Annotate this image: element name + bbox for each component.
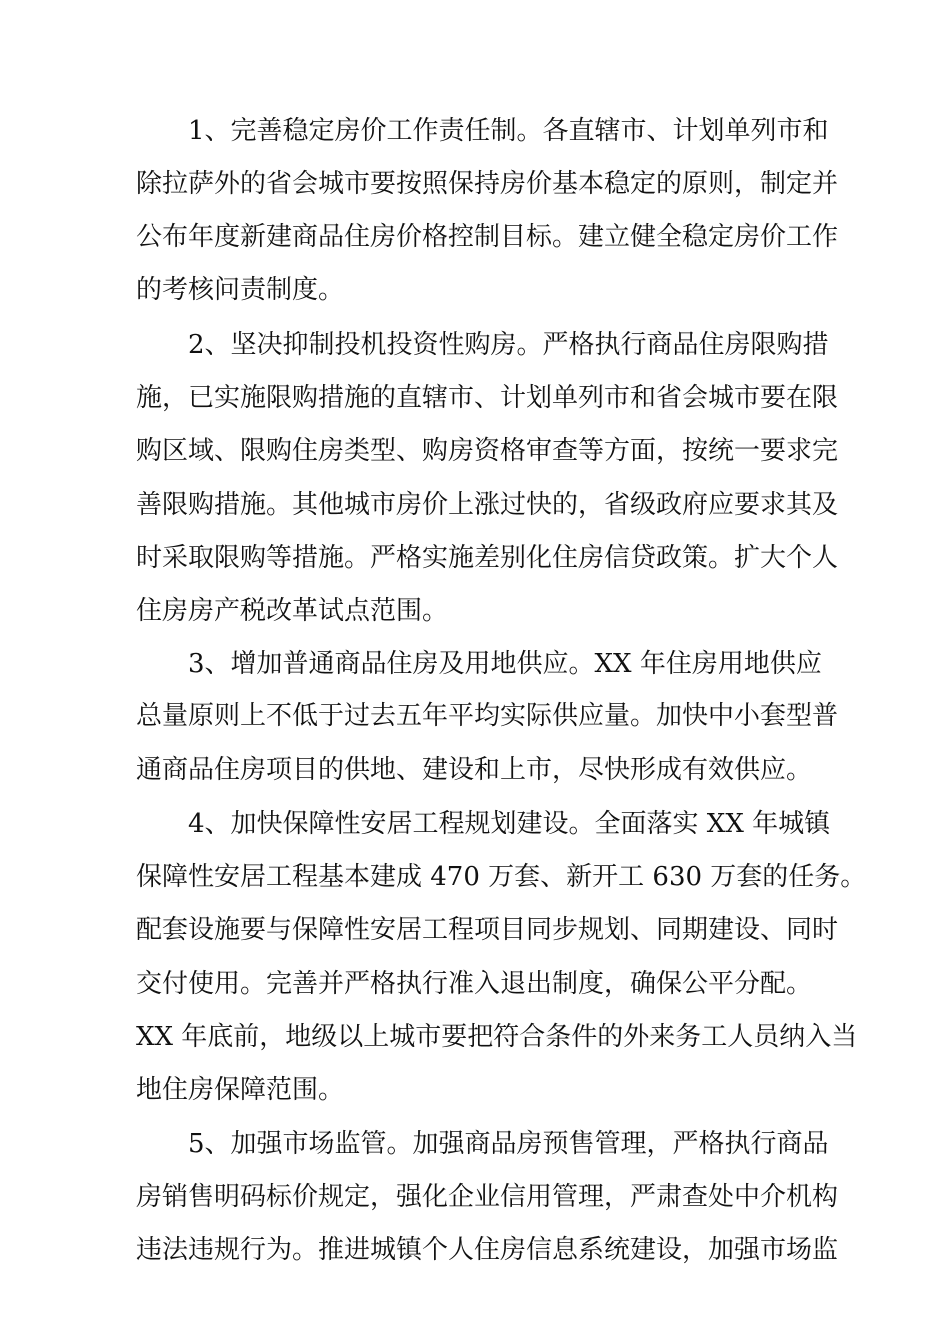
paragraph-3-line-1: 3、增加普通商品住房及用地供应。XX 年住房用地供应 xyxy=(188,649,822,679)
paragraph-2-line-2: 施，已实施限购措施的直辖市、计划单列市和省会城市要在限 xyxy=(136,383,839,413)
paragraph-2-line-6: 住房房产税改革试点范围。 xyxy=(136,596,449,626)
paragraph-3-line-2: 总量原则上不低于过去五年平均实际供应量。加快中小套型普 xyxy=(136,701,839,731)
paragraph-4-line-2: 保障性安居工程基本建成 470 万套、新开工 630 万套的任务。 xyxy=(136,862,867,892)
paragraph-2-line-3: 购区域、限购住房类型、购房资格审查等方面，按统一要求完 xyxy=(136,436,839,466)
paragraph-4-line-6: 地住房保障范围。 xyxy=(136,1075,345,1105)
paragraph-4-line-1: 4、加快保障性安居工程规划建设。全面落实 XX 年城镇 xyxy=(188,809,831,839)
paragraph-2-line-4: 善限购措施。其他城市房价上涨过快的，省级政府应要求其及 xyxy=(136,490,839,520)
paragraph-5-line-1: 5、加强市场监管。加强商品房预售管理，严格执行商品 xyxy=(188,1129,829,1159)
paragraph-1-line-3: 公布年度新建商品住房价格控制目标。建立健全稳定房价工作 xyxy=(136,222,839,252)
paragraph-3-line-3: 通商品住房项目的供地、建设和上市，尽快形成有效供应。 xyxy=(136,755,813,785)
paragraph-1-line-4: 的考核问责制度。 xyxy=(136,275,345,305)
paragraph-5-line-2: 房销售明码标价规定，强化企业信用管理，严肃查处中介机构 xyxy=(136,1182,839,1212)
paragraph-4-line-5: XX 年底前，地级以上城市要把符合条件的外来务工人员纳入当 xyxy=(136,1022,858,1052)
paragraph-1-line-1: 1、完善稳定房价工作责任制。各直辖市、计划单列市和 xyxy=(188,116,829,146)
paragraph-2-line-5: 时采取限购等措施。严格实施差别化住房信贷政策。扩大个人 xyxy=(136,543,839,573)
paragraph-2-line-1: 2、坚决抑制投机投资性购房。严格执行商品住房限购措 xyxy=(188,330,829,360)
paragraph-1-line-2: 除拉萨外的省会城市要按照保持房价基本稳定的原则，制定并 xyxy=(136,169,839,199)
paragraph-5-line-3: 违法违规行为。推进城镇个人住房信息系统建设，加强市场监 xyxy=(136,1235,839,1265)
paragraph-4-line-3: 配套设施要与保障性安居工程项目同步规划、同期建设、同时 xyxy=(136,915,839,945)
paragraph-4-line-4: 交付使用。完善并严格执行准入退出制度，确保公平分配。 xyxy=(136,969,813,999)
